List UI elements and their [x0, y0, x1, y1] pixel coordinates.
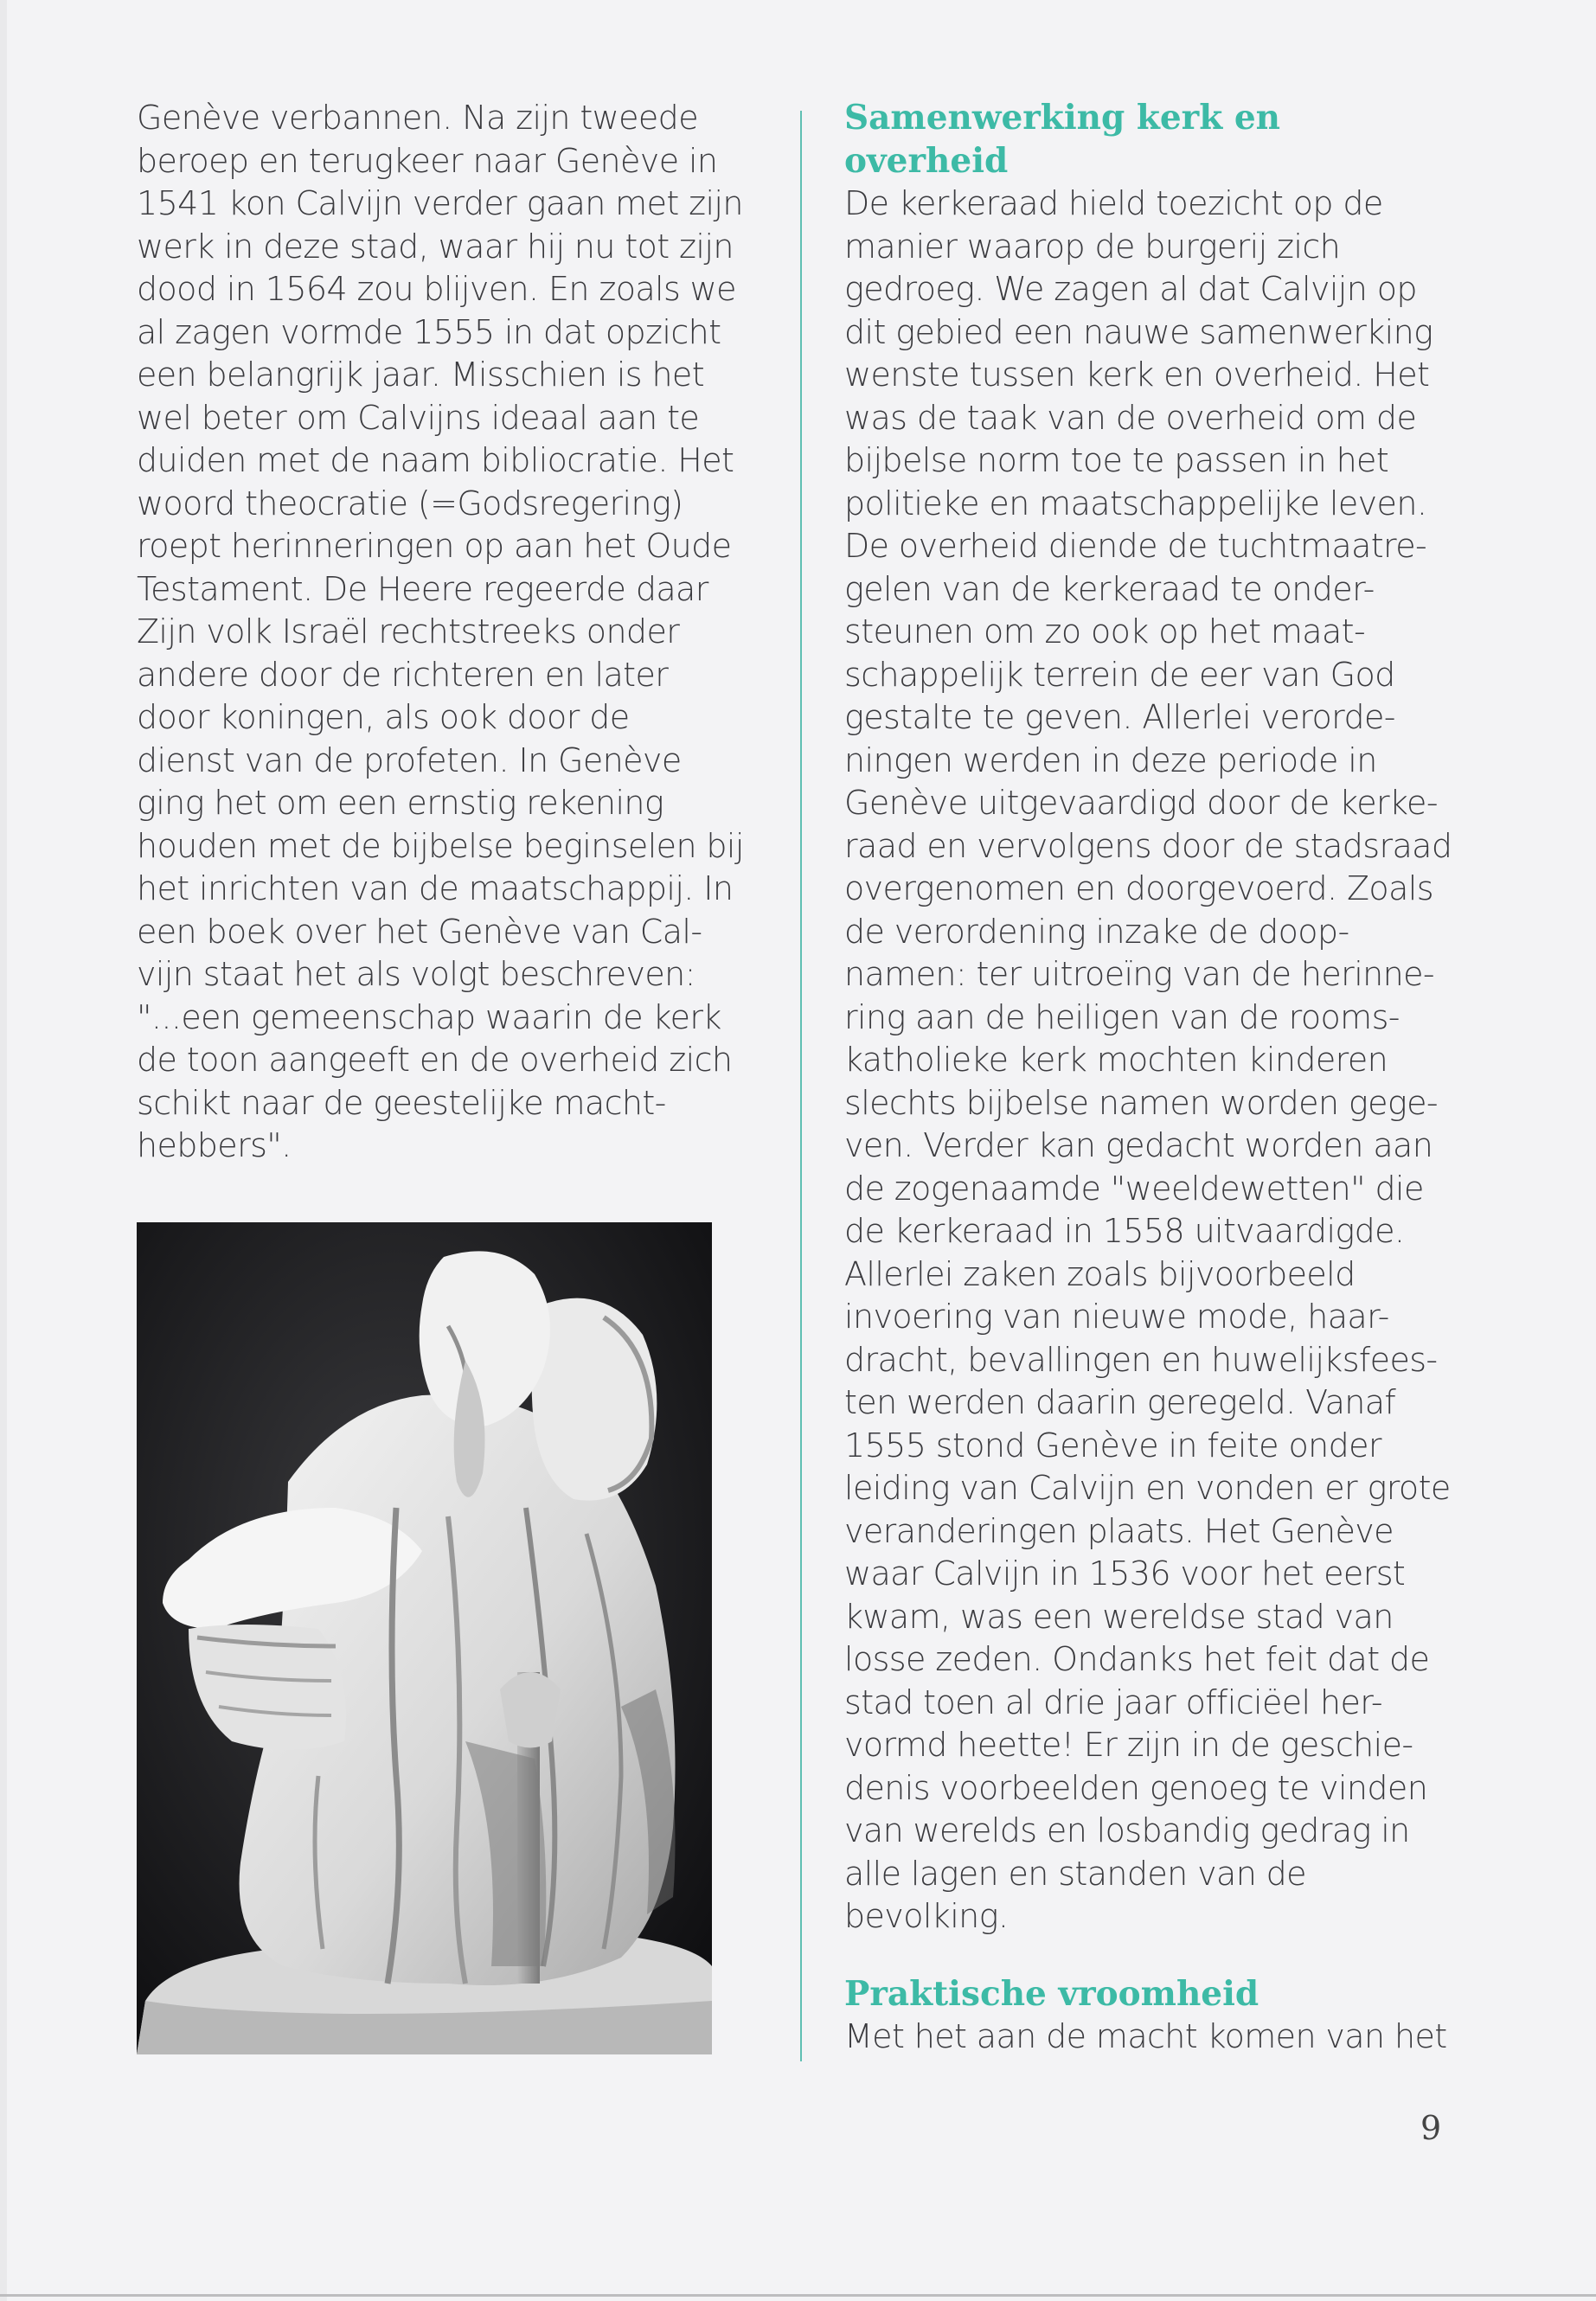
- right-column: [844, 97, 1467, 2059]
- section-text-praktische-vroomheid: Met het aan de macht komen van het: [844, 2017, 1447, 2055]
- sculpture-image: [137, 1222, 712, 2054]
- sculpture-photo: [137, 1222, 712, 2054]
- page-number: 9: [1420, 2109, 1442, 2147]
- section-text-samenwerking: De kerkeraad hield toezicht op de manier waarop de burgerij zich gedroeg. We zagen al dat Calvijn op dit gebied een nauwe samenwerking wenste tussen kerk en overheid. Het was de taak van de overheid om de bijbelse norm toe te passen in het politieke en maatschappelijke leven. De overheid diende de tuchtmaatre- gelen van de kerkeraad te onder- steunen om zo ook op het maat- schappelijk terrein de eer van God gestalte te geven. Allerlei verorde- ningen werden in deze periode in Genève uitgevaardigd door de kerke- raad en vervolgens door de stadsraad overgenomen en doorgevoerd. Zoals de verordening inzake de doop- namen: ter uitroeïng van de herinne- ring aan de heiligen van de rooms- katholieke kerk mochten kinderen slechts bijbelse namen worden gege- ven. Verder kan gedacht worden aan de zogenaamde "weeldewetten" die de kerkeraad in 1558 uitvaardigde. Allerlei zaken zoals bijvoorbeeld invoering van nieuwe mode, haar- dracht, bevallingen en huwelijksfees- ten werden daarin geregeld. Vanaf 1555 stond Genève in feite onder leiding van Calvijn en vonden er grote veranderingen plaats. Het Genève waar Calvijn in 1536 voor het eerst kwam, was een wereldse stad van losse zeden. Ondanks het feit dat de stad toen al drie jaar officiëel her- vormd heette! Er zijn in de geschie- denis voorbeelden genoeg te vinden van werelds en losbandig gedrag in alle lagen en standen van de bevolking.: [844, 184, 1452, 1935]
- section-heading-praktische-vroomheid: Praktische vroomheid: [844, 1973, 1259, 2014]
- left-column: [137, 97, 760, 1168]
- left-column-text: Genève verbannen. Na zijn tweede beroep en terugkeer naar Genève in 1541 kon Calvijn verder gaan met zijn werk in deze stad, waar hij nu tot zijn dood in 1564 zou blijven. En zoals we al zagen vormde 1555 in dat opzicht een belangrijk jaar. Misschien is het wel beter om Calvijns ideaal aan te duiden met de naam bibliocratie. Het woord theocratie (=Godsregering) roept herinneringen op aan het Oude Testament. De Heere regeerde daar Zijn volk Israël rechtstreeks onder andere door de richteren en later door koningen, als ook door de dienst van de profeten. In Genève ging het om een ernstig rekening houden met de bijbelse beginselen bij het inrichten van de maatschappij. In een boek over het Genève van Cal- vijn staat het als volgt beschreven: "...een gemeenschap waarin de kerk de toon aangeeft en de overheid zich schikt naar de geestelijke macht- hebbers".: [137, 99, 744, 1164]
- column-divider: [800, 111, 802, 2061]
- document-page: [7, 0, 1596, 2301]
- section-heading-samenwerking: Samenwerking kerk en overheid: [844, 98, 1280, 181]
- bottom-rule: [0, 2294, 1596, 2297]
